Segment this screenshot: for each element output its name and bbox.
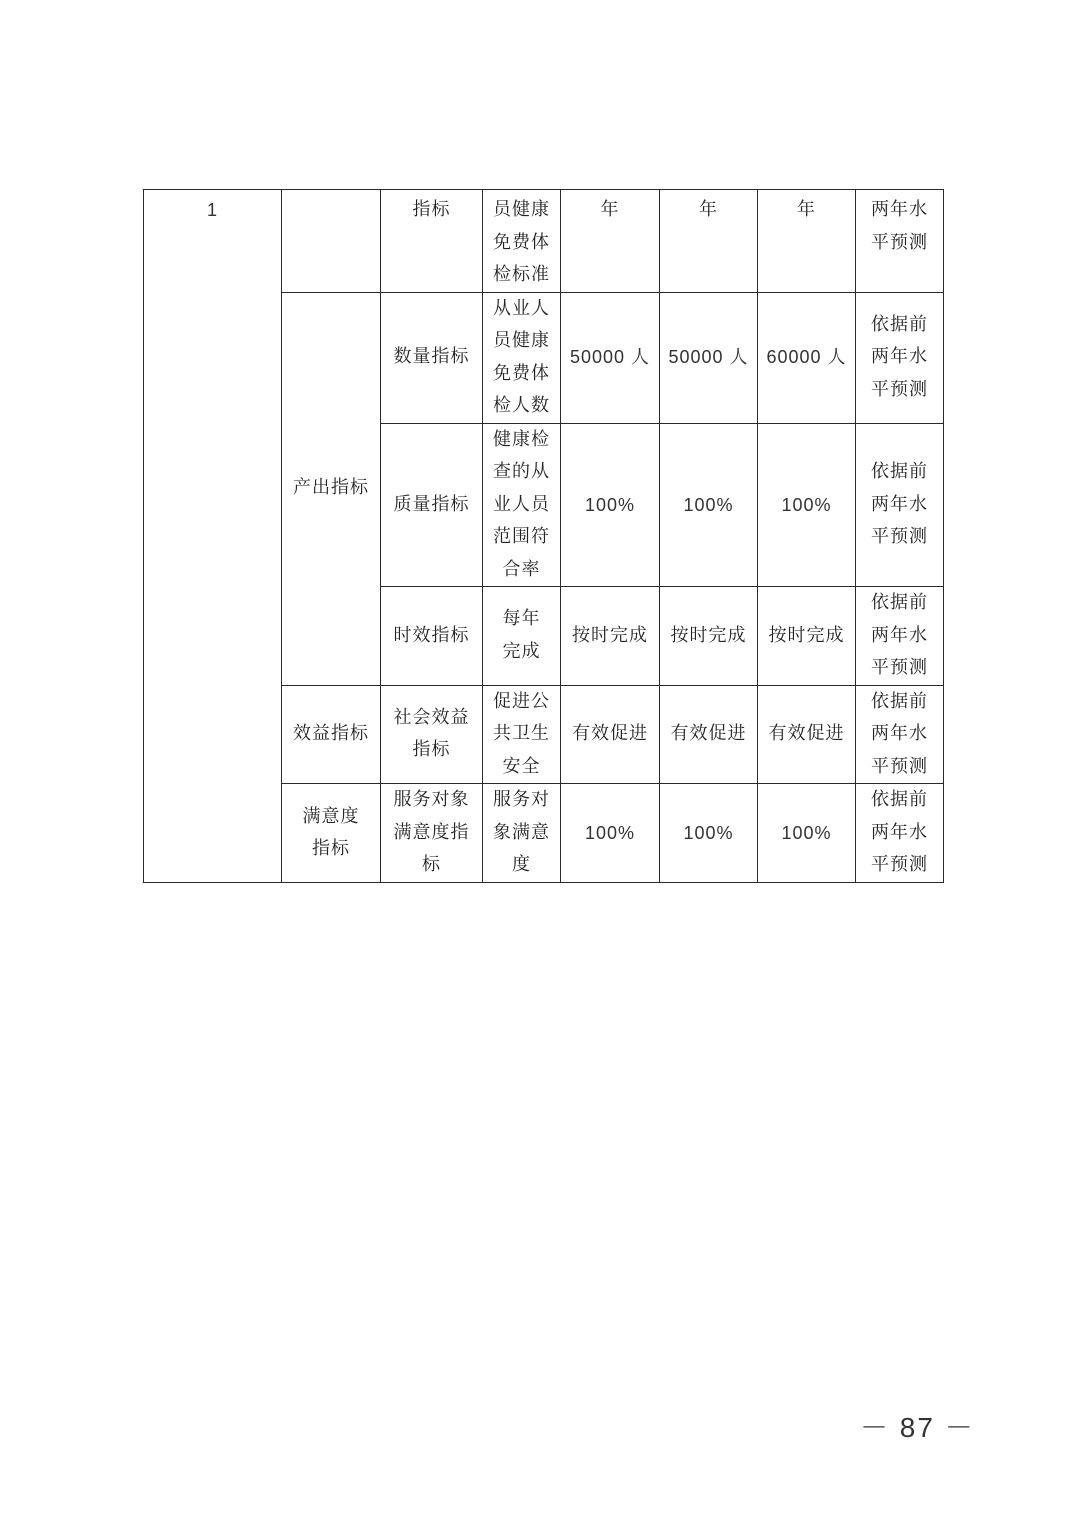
value-c-cell bbox=[758, 423, 856, 587]
value-b-cell bbox=[660, 292, 758, 423]
basis-cell bbox=[856, 292, 944, 423]
level2-label: 社会效益指标 bbox=[393, 706, 470, 761]
value-b-cell bbox=[660, 190, 758, 293]
level2-cell bbox=[381, 292, 483, 423]
value-a: 年 bbox=[600, 199, 620, 220]
basis-cell bbox=[856, 784, 944, 883]
value-c: 按时完成 bbox=[768, 624, 845, 646]
value-b: 100% bbox=[683, 494, 734, 515]
value-c-cell bbox=[758, 587, 856, 686]
value-b-cell bbox=[660, 784, 758, 883]
level3-label: 员健康免费体检标准 bbox=[493, 199, 550, 285]
basis-cell bbox=[856, 423, 944, 587]
value-a: 有效促进 bbox=[572, 723, 648, 744]
value-c: 60000 人 bbox=[766, 347, 847, 368]
benefit-indicator-label: 效益指标 bbox=[293, 723, 369, 744]
output-indicator-cell bbox=[282, 292, 381, 685]
level3-label: 健康检查的从业人员范围符合率 bbox=[493, 428, 550, 580]
basis-cell bbox=[856, 190, 944, 293]
level2-label: 时效指标 bbox=[393, 624, 470, 646]
value-a-cell bbox=[561, 423, 660, 587]
basis-text: 依据前两年水平预测 bbox=[871, 461, 928, 547]
page-number: － 87 － bbox=[860, 1412, 975, 1443]
value-c: 有效促进 bbox=[768, 723, 845, 744]
value-b-cell bbox=[660, 423, 758, 587]
basis-cell bbox=[856, 685, 944, 784]
table-row bbox=[144, 190, 944, 293]
value-c-cell bbox=[758, 292, 856, 423]
level2-cell bbox=[381, 784, 483, 883]
satisfaction-indicator-label: 满意度指标 bbox=[302, 805, 360, 859]
value-b-cell bbox=[660, 685, 758, 784]
value-c-cell bbox=[758, 190, 856, 293]
level2-cell bbox=[381, 587, 483, 686]
level2-label: 质量指标 bbox=[393, 493, 470, 515]
satisfaction-indicator-cell bbox=[282, 784, 381, 883]
value-a: 按时完成 bbox=[572, 624, 648, 646]
value-a-cell bbox=[561, 587, 660, 686]
level3-label: 从业人员健康免费体检人数 bbox=[493, 297, 550, 416]
output-indicator-label: 产出指标 bbox=[293, 477, 369, 499]
level3-cell bbox=[483, 685, 561, 784]
sequence-number: 1 bbox=[206, 200, 218, 220]
level3-label: 每年完成 bbox=[502, 608, 541, 662]
level2-cell bbox=[381, 685, 483, 784]
level2-label: 指标 bbox=[412, 199, 451, 220]
value-b: 100% bbox=[683, 822, 734, 843]
performance-indicator-table bbox=[143, 189, 944, 883]
value-c-cell bbox=[758, 685, 856, 784]
level3-cell bbox=[483, 292, 561, 423]
benefit-indicator-cell bbox=[282, 685, 381, 784]
value-b: 年 bbox=[699, 199, 718, 220]
value-a-cell bbox=[561, 784, 660, 883]
basis-text: 依据前两年水平预测 bbox=[871, 313, 928, 400]
level2-cell bbox=[381, 190, 483, 293]
value-b-cell bbox=[660, 587, 758, 686]
basis-text: 依据前两年水平预测 bbox=[871, 690, 928, 777]
level3-cell bbox=[483, 423, 561, 587]
value-c: 100% bbox=[781, 494, 832, 515]
basis-cell bbox=[856, 587, 944, 686]
basis-text: 依据前两年水平预测 bbox=[871, 592, 928, 678]
level3-label: 促进公共卫生安全 bbox=[493, 690, 550, 777]
level2-label: 数量指标 bbox=[393, 346, 470, 368]
value-b: 按时完成 bbox=[670, 624, 747, 646]
level1-cell bbox=[282, 190, 381, 293]
basis-text: 依据前两年水平预测 bbox=[871, 789, 928, 876]
value-b: 50000 人 bbox=[668, 347, 749, 368]
level2-label: 服务对象满意度指标 bbox=[393, 789, 470, 876]
value-a-cell bbox=[561, 190, 660, 293]
value-a-cell bbox=[561, 292, 660, 423]
value-a: 50000 人 bbox=[569, 347, 651, 368]
value-a: 100% bbox=[584, 822, 636, 843]
level3-cell bbox=[483, 190, 561, 293]
value-c: 年 bbox=[797, 199, 816, 220]
level3-cell bbox=[483, 587, 561, 686]
value-c-cell bbox=[758, 784, 856, 883]
sequence-cell bbox=[144, 190, 282, 883]
basis-text: 两年水平预测 bbox=[871, 199, 928, 253]
value-a-cell bbox=[561, 685, 660, 784]
level3-label: 服务对象满意度 bbox=[493, 789, 550, 876]
value-a: 100% bbox=[584, 494, 636, 515]
level2-cell bbox=[381, 423, 483, 587]
level3-cell bbox=[483, 784, 561, 883]
value-b: 有效促进 bbox=[670, 723, 747, 744]
value-c: 100% bbox=[781, 822, 832, 843]
